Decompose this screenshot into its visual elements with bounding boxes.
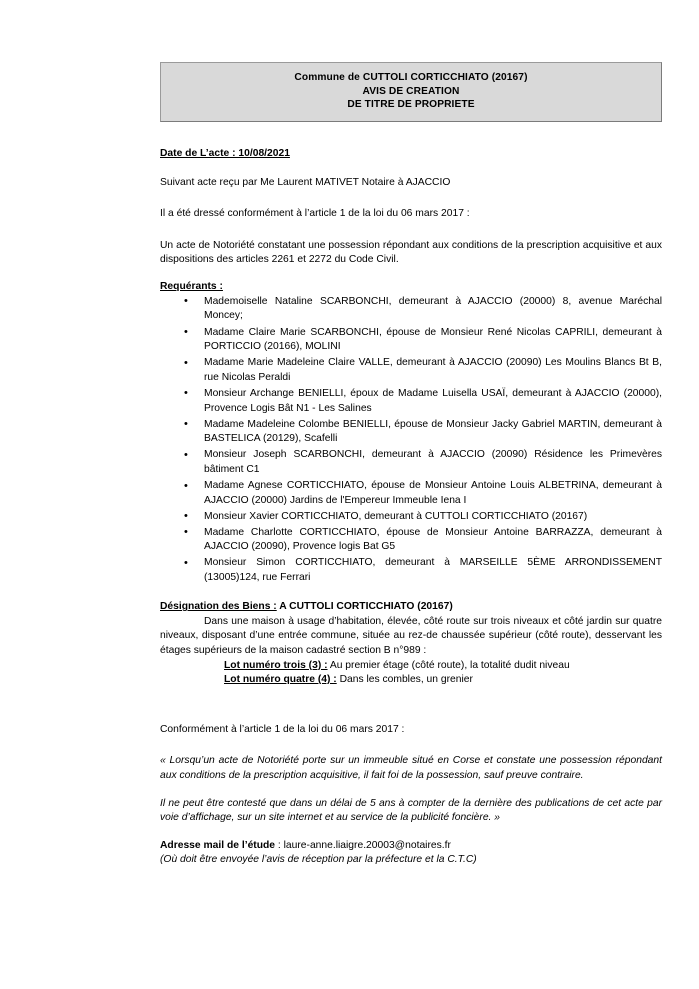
designation-heading-label: Désignation des Biens : <box>160 601 277 613</box>
designation-lot-line <box>160 659 662 674</box>
contact-mail-separator: : <box>275 839 284 851</box>
document-header-box <box>160 62 662 122</box>
list-item: • Monsieur Xavier CORTICCHIATO, demeurant à CUTTOLI CORTICCHIATO (20167) <box>160 510 662 525</box>
designation-lot-line <box>160 673 662 688</box>
contact-note: (Où doit être envoyée l’avis de réception par la préfecture et la C.T.C) <box>160 854 477 866</box>
designation-heading-location: A CUTTOLI CORTICCHIATO (20167) <box>276 601 453 613</box>
list-item: • Monsieur Simon CORTICCHIATO, demeurant à MARSEILLE 5ÈME ARRONDISSEMENT (13005)124, rue Ferrari <box>160 556 662 585</box>
list-item: • Monsieur Joseph SCARBONCHI, demeurant à AJACCIO (20090) Résidence les Primevères bâtiment C1 <box>160 448 662 477</box>
lot-label: Lot numéro quatre (4) : <box>224 674 337 686</box>
requerants-heading: Requérants : <box>160 280 223 292</box>
designation-paragraph: Dans une maison à usage d’habitation, élevée, côté route sur trois niveaux et côté jardin sur quatre niveaux, disposant d’une entrée commune, située au rez-de chaussée supérieur (côté route), desservant les étages supérieurs de la maison cadastré section B n°989 : <box>160 615 662 656</box>
conformite-intro-line: Conformément à l’article 1 de la loi du 06 mars 2017 : <box>160 723 405 735</box>
header-line-titre: DE TITRE DE PROPRIETE <box>347 99 475 110</box>
list-item: • Mademoiselle Nataline SCARBONCHI, demeurant à AJACCIO (20000) 8, avenue Maréchal Moncey; <box>160 295 662 324</box>
contact-mail-value[interactable]: laure-anne.liaigre.20003@notaires.fr <box>283 839 451 851</box>
contact-mail-label: Adresse mail de l’étude <box>160 839 276 851</box>
header-line-commune: Commune de CUTTOLI CORTICCHIATO (20167) <box>294 72 528 83</box>
conformite-quote-paragraph-2: Il ne peut être contesté que dans un délai de 5 ans à compter de la dernière des publications de cet acte par voie d’affichage, sur un site internet et au service de la publicité foncière. » <box>160 797 662 824</box>
document-content <box>160 62 662 868</box>
header-line-avis: AVIS DE CREATION <box>362 85 460 97</box>
list-item: • Madame Claire Marie SCARBONCHI, épouse de Monsieur René Nicolas CAPRILI, demeurant à PORTICCIO (20166), MOLINI <box>160 326 662 355</box>
lot-text: Dans les combles, un grenier <box>336 674 473 686</box>
list-item: • Madame Madeleine Colombe BENIELLI, épouse de Monsieur Jacky Gabriel MARTIN, demeurant à BASTELICA (20129), Scafelli <box>160 418 662 447</box>
list-item: • Madame Charlotte CORTICCHIATO, épouse de Monsieur Antoine BARRAZZA, demeurant à AJACCIO (20090), Provence logis Bat G5 <box>160 526 662 555</box>
list-item: • Madame Marie Madeleine Claire VALLE, demeurant à AJACCIO (20090) Les Moulins Blancs Bt B, rue Nicolas Peraldi <box>160 356 662 385</box>
lot-label: Lot numéro trois (3) : <box>224 659 328 671</box>
designation-heading <box>160 600 662 615</box>
acte-notoriete-paragraph: Un acte de Notoriété constatant une possession répondant aux conditions de la prescription acquisitive et aux dispositions des articles 2261 et 2272 du Code Civil. <box>160 239 662 266</box>
conformite-quote-paragraph-1: « Lorsqu’un acte de Notoriété porte sur un immeuble situé en Corse et constate une possession répondant aux conditions de la prescription acquisitive, il fait foi de la possession, sauf preuve contraire. <box>160 755 662 781</box>
list-item: • Madame Agnese CORTICCHIATO, épouse de Monsieur Antoine Louis ALBETRINA, demeurant à AJACCIO (20000) Jardins de l'Empereur Immeuble Iena I <box>160 479 662 508</box>
lot-text: Au premier étage (côté route), la totalité dudit niveau <box>327 659 570 671</box>
list-item: • Monsieur Archange BENIELLI, époux de Madame Luisella USAÏ, demeurant à AJACCIO (20000), Provence Logis Bât N1 - Les Salines <box>160 387 662 416</box>
acte-date-heading: Date de L’acte : 10/08/2021 <box>160 147 290 159</box>
acte-recu-par-line: Suivant acte reçu par Me Laurent MATIVET Notaire à AJACCIO <box>160 176 451 188</box>
requerants-list <box>160 295 662 586</box>
acte-conformite-line: Il a été dressé conformément à l’article 1 de la loi du 06 mars 2017 : <box>160 208 470 220</box>
contact-mail-line <box>160 839 662 854</box>
